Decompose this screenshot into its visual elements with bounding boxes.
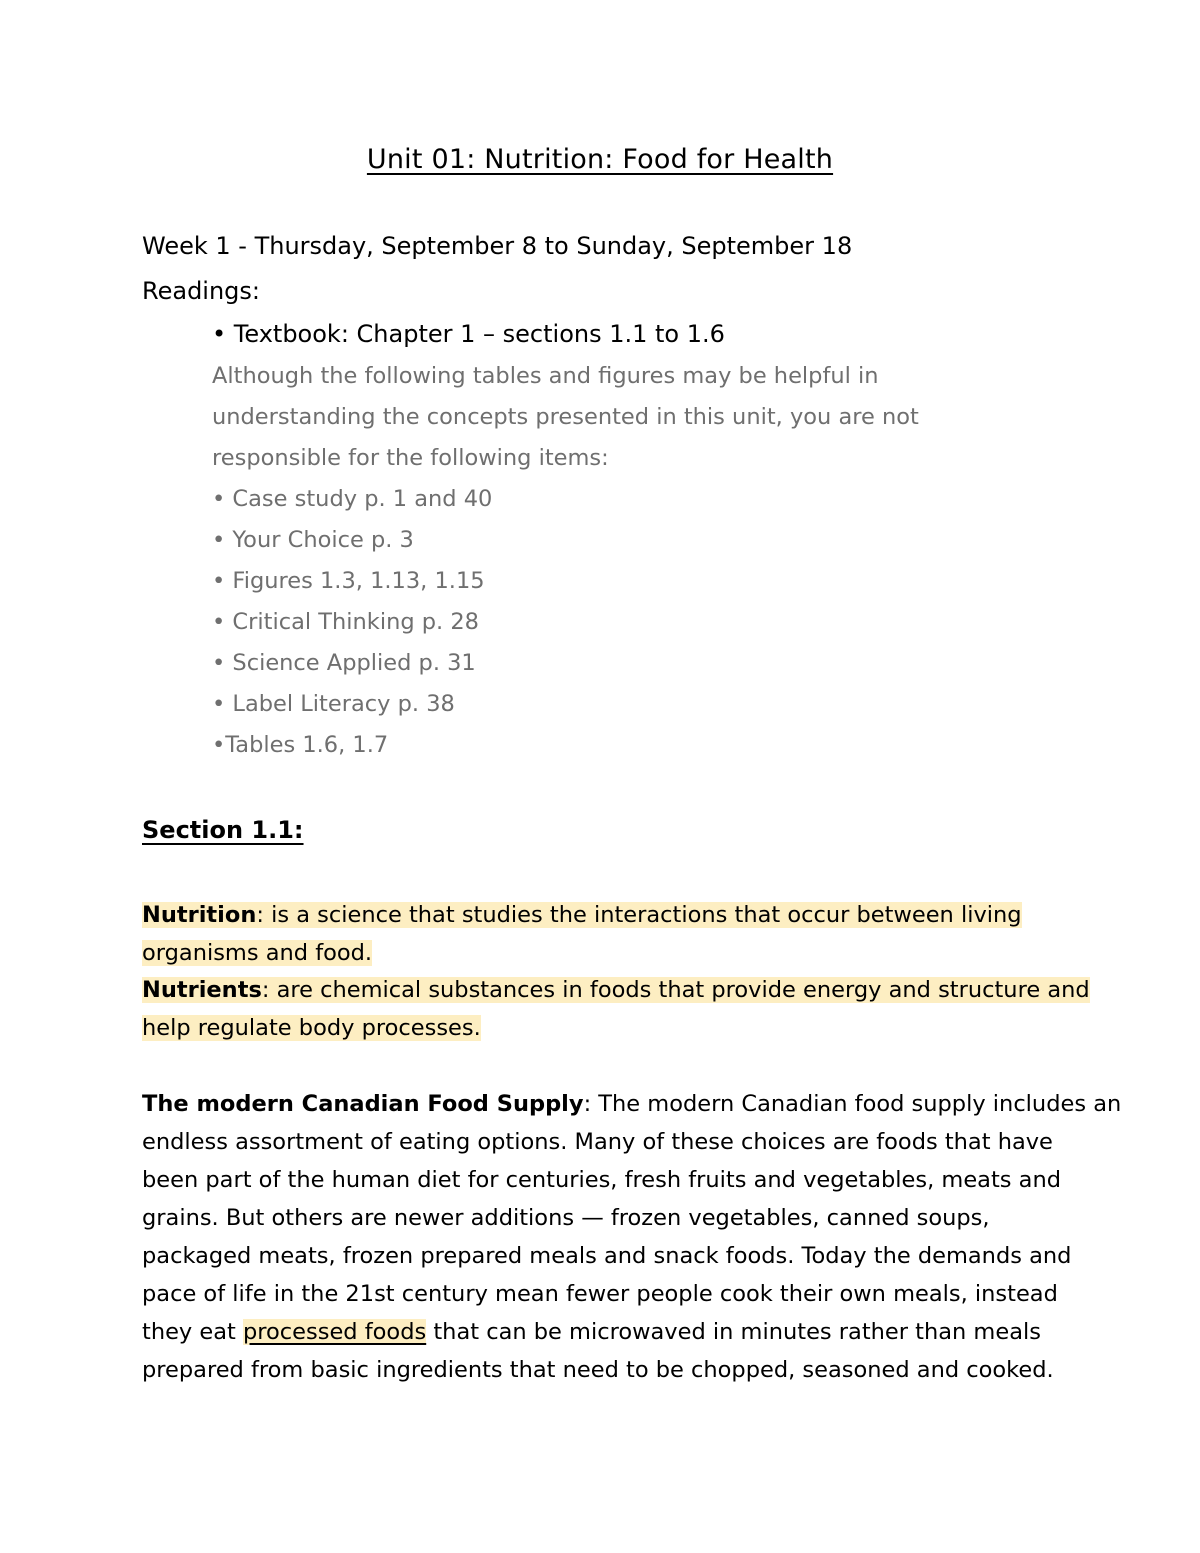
- note-line: responsible for the following items:: [212, 445, 609, 471]
- note-line: Although the following tables and figures may be helpful in: [212, 363, 879, 389]
- processed-foods-link[interactable]: processed foods: [243, 1319, 427, 1345]
- excluded-item: • Your Choice p. 3: [212, 527, 414, 553]
- readings-label: Readings:: [142, 277, 261, 305]
- note-line: understanding the concepts presented in this unit, you are not: [212, 404, 919, 430]
- nutrition-text: : is a science that studies the interactions that occur between living: [256, 902, 1022, 928]
- nutrients-definition: [142, 977, 1090, 1003]
- paragraph-line: packaged meats, frozen prepared meals and snack foods. Today the demands and: [142, 1243, 1072, 1269]
- nutrients-definition-cont: help regulate body processes.: [142, 1014, 481, 1041]
- paragraph-line: been part of the human diet for centuries, fresh fruits and vegetables, meats and: [142, 1167, 1061, 1193]
- paragraph-line: endless assortment of eating options. Many of these choices are foods that have: [142, 1129, 1053, 1155]
- nutrition-definition-cont: organisms and food.: [142, 939, 373, 966]
- page-title: Unit 01: Nutrition: Food for Health: [366, 144, 834, 175]
- nutrition-definition: [142, 902, 1022, 928]
- paragraph-text: that can be microwaved in minutes rather than meals: [426, 1319, 1041, 1345]
- paragraph-line: pace of life in the 21st century mean fewer people cook their own meals, instead: [142, 1281, 1058, 1307]
- food-supply-paragraph: [142, 1085, 1122, 1389]
- paragraph-line: grains. But others are newer additions — frozen vegetables, canned soups,: [142, 1205, 990, 1231]
- paragraph-line: prepared from basic ingredients that need to be chopped, seasoned and cooked.: [142, 1357, 1054, 1383]
- excluded-item: • Science Applied p. 31: [212, 650, 476, 676]
- paragraph-text: : The modern Canadian food supply includes an: [583, 1091, 1122, 1117]
- nutrients-term: Nutrients: [142, 977, 262, 1003]
- nutrition-term: Nutrition: [142, 902, 257, 928]
- excluded-item: • Label Literacy p. 38: [212, 691, 455, 717]
- excluded-item: • Critical Thinking p. 28: [212, 609, 479, 635]
- definitions-block: [142, 897, 1090, 1047]
- week-line: Week 1 - Thursday, September 8 to Sunday, September 18: [142, 232, 853, 260]
- food-supply-term: The modern Canadian Food Supply: [142, 1091, 584, 1117]
- excluded-item: • Case study p. 1 and 40: [212, 486, 493, 512]
- textbook-line: • Textbook: Chapter 1 – sections 1.1 to 1.6: [212, 320, 725, 348]
- excluded-item: • Figures 1.3, 1.13, 1.15: [212, 568, 485, 594]
- paragraph-text: they eat: [142, 1319, 243, 1345]
- nutrients-text: : are chemical substances in foods that provide energy and structure and: [261, 977, 1090, 1003]
- excluded-item: •Tables 1.6, 1.7: [212, 732, 389, 758]
- section-heading: Section 1.1:: [142, 816, 304, 844]
